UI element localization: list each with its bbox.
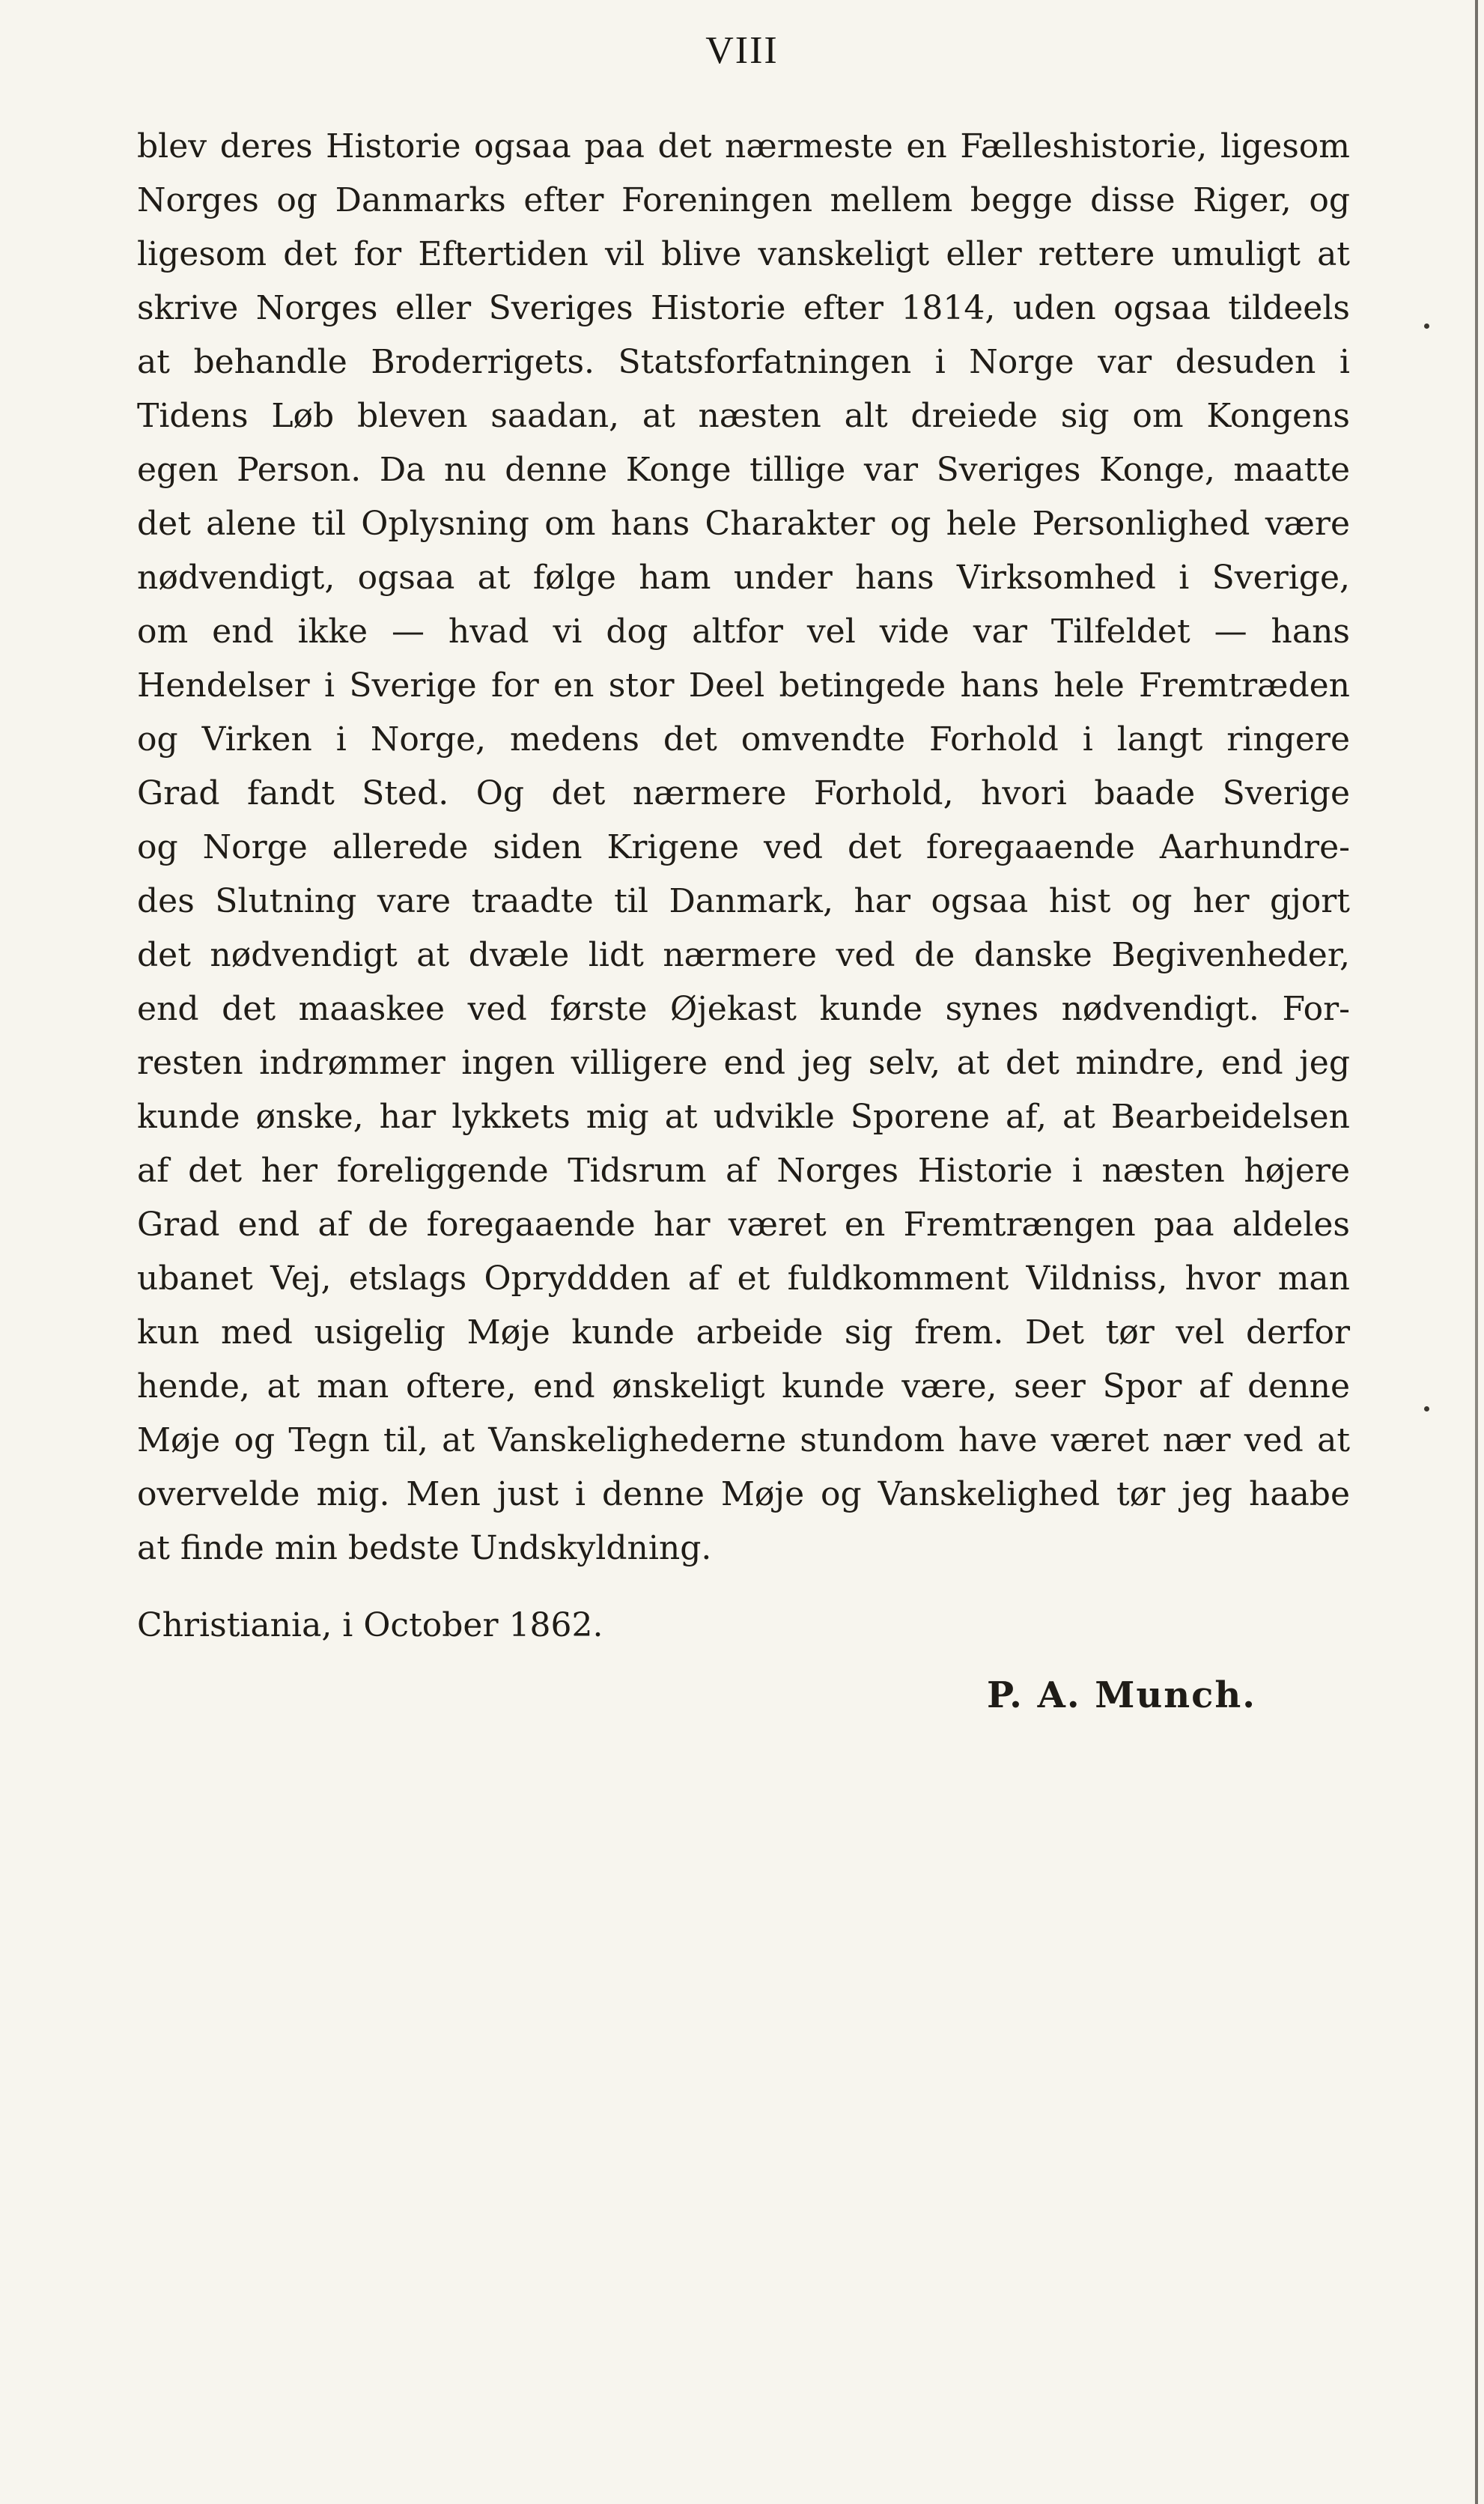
text-line: nødvendigt, ogsaa at følge ham under hans Virksomhed i Sverige,	[137, 559, 1350, 597]
preface-paragraph	[137, 120, 1350, 1575]
dateline: Christiania, i October 1862.	[137, 1606, 603, 1644]
text-line: overvelde mig. Men just i denne Møje og Vanskelighed tør jeg haabe	[137, 1475, 1350, 1513]
text-line: kun med usigelig Møje kunde arbeide sig frem. Det tør vel derfor	[137, 1313, 1350, 1352]
text-line: end det maaskee ved første Øjekast kunde synes nødvendigt. For-	[137, 990, 1350, 1028]
text-line: egen Person. Da nu denne Konge tillige var Sveriges Konge, maatte	[137, 451, 1350, 489]
text-line: resten indrømmer ingen villigere end jeg selv, at det mindre, end jeg	[137, 1044, 1350, 1082]
text-line: det alene til Oplysning om hans Charakter og hele Personlighed være	[137, 505, 1350, 543]
text-line: at finde min bedste Undskyldning.	[137, 1529, 712, 1567]
text-line: ubanet Vej, etslags Opryddden af et fuldkomment Vildniss, hvor man	[137, 1259, 1350, 1298]
text-line: at behandle Broderrigets. Statsforfatningen i Norge var desuden i	[137, 343, 1350, 381]
text-line: Møje og Tegn til, at Vanskelighederne stundom have været nær ved at	[137, 1421, 1350, 1459]
text-line: skrive Norges eller Sveriges Historie efter 1814, uden ogsaa tildeels	[137, 289, 1350, 327]
page-number: VIII	[705, 29, 779, 72]
text-line: Grad fandt Sted. Og det nærmere Forhold, hvori baade Sverige	[137, 774, 1350, 812]
text-line: kunde ønske, har lykkets mig at udvikle Sporene af, at Bearbeidelsen	[137, 1098, 1350, 1136]
text-line: Hendelser i Sverige for en stor Deel betingede hans hele Fremtræden	[137, 666, 1350, 705]
author-signature: P. A. Munch.	[987, 1674, 1256, 1716]
page-edge-line	[1475, 0, 1478, 2504]
text-line: blev deres Historie ogsaa paa det nærmeste en Fælleshistorie, ligesom	[137, 127, 1350, 165]
ink-speck	[1424, 323, 1429, 329]
text-line: hende, at man oftere, end ønskeligt kunde være, seer Spor af denne	[137, 1367, 1350, 1406]
text-line: des Slutning vare traadte til Danmark, har ogsaa hist og her gjort	[137, 882, 1350, 920]
text-line: Tidens Løb bleven saadan, at næsten alt dreiede sig om Kongens	[137, 397, 1350, 435]
text-line: ligesom det for Eftertiden vil blive vanskeligt eller rettere umuligt at	[137, 235, 1350, 273]
text-line: om end ikke — hvad vi dog altfor vel vide var Tilfeldet — hans	[137, 613, 1350, 651]
text-line: af det her foreliggende Tidsrum af Norges Historie i næsten højere	[137, 1152, 1350, 1190]
text-line: og Norge allerede siden Krigene ved det foregaaende Aarhundre-	[137, 828, 1350, 866]
text-line: og Virken i Norge, medens det omvendte Forhold i langt ringere	[137, 720, 1350, 759]
text-line: Norges og Danmarks efter Foreningen mellem begge disse Riger, og	[137, 181, 1350, 219]
text-line: det nødvendigt at dvæle lidt nærmere ved de danske Begivenheder,	[137, 936, 1350, 974]
text-line: Grad end af de foregaaende har været en Fremtrængen paa aldeles	[137, 1206, 1350, 1244]
ink-speck	[1424, 1406, 1429, 1411]
